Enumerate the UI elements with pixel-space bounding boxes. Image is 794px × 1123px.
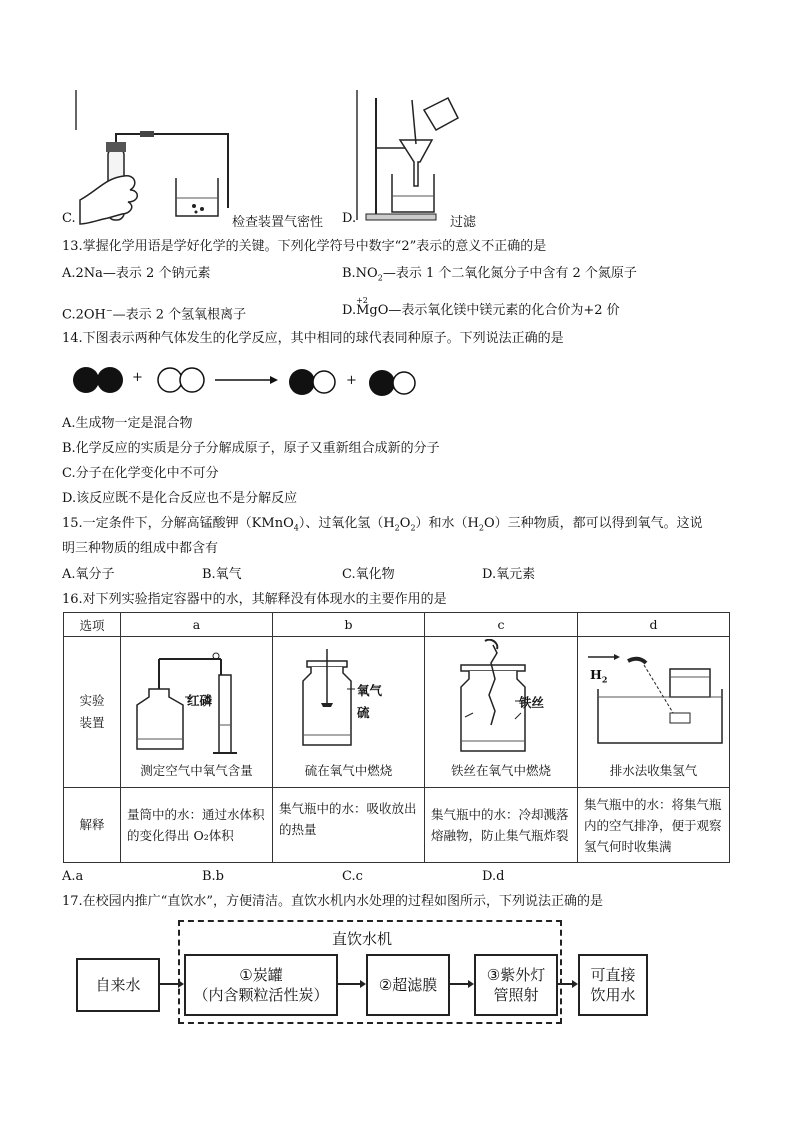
product1-atom1 [289,369,315,395]
explanation-d: 集气瓶中的水：将集气瓶内的空气排净，便于观察氢气何时收集满 [578,788,730,863]
q12-option-d-label: D. [342,211,357,226]
q12-option-c-label: C. [62,211,76,226]
header-c: c [425,613,578,637]
explanation-b: 集气瓶中的水：吸收放出的热量 [273,788,425,863]
q14-option-b: B.化学反应的实质是分子分解成原子，原子又重新组合成新的分子 [62,441,440,456]
product1-atom2 [313,371,335,393]
q15-option-c: C.氧化物 [342,567,395,582]
reactant2-atom2 [180,368,204,392]
q12-option-c-figure [68,90,258,225]
reactant1-atom2 [97,367,123,393]
q17-stem: 17.在校园内推广“直饮水”，方便清洁。直饮水机内水处理的过程如图所示，下列说法正确的是 [62,894,603,909]
q14-option-c: C.分子在化学变化中不可分 [62,466,219,481]
hydrogen-collection-figure [578,639,728,759]
caption-a: 测定空气中氧气含量 [140,763,253,778]
q13-option-d: D. +2 MgO—表示氧化镁中镁元素的化合价为+2 价 [342,296,620,318]
q16-option-b: B.b [202,869,225,884]
box-uv-lamp: ③紫外灯 管照射 [474,954,558,1016]
label-h2: $H_2$ [590,667,608,685]
reactant1-atom1 [73,367,99,393]
explanation-a: 量筒中的水：通过水体积的变化得出 O₂体积 [121,788,273,863]
q15-stem-line2: 明三种物质的组成中都含有 [62,541,219,556]
q15-option-b: B.氧气 [202,567,242,582]
caption-b: 硫在氧气中燃烧 [304,763,393,778]
label-sulfur: 硫 [357,705,370,720]
q13-option-c: C.2OH−—表示 2 个氢氧根离子 [62,306,247,323]
q13-stem: 13.掌握化学用语是学好化学的关键。下列化学符号中数字“2”表示的意义不正确的是 [62,239,547,254]
q13-option-b: $B.NO_2—$表示 1 个二氧化氮分子中含有 2 个氮原子 [342,266,637,283]
filtration-apparatus [352,90,462,225]
product2-atom2 [393,372,415,394]
header-option: 选项 [64,613,121,637]
q17-flow-diagram [70,918,720,1028]
iron-wire-combustion-figure [425,639,575,759]
machine-title: 直饮水机 [332,930,393,948]
product2-atom1 [369,370,395,396]
q12-option-d-text: 过滤 [450,215,477,230]
table-header-row [64,613,730,637]
sulfur-combustion-figure [273,639,423,759]
q15-option-d: D.氧元素 [482,567,536,582]
molecule-reaction-svg [70,362,430,402]
q16-option-a: A.a [62,869,84,884]
apparatus-d [578,637,730,788]
q14-option-d: D.该反应既不是化合反应也不是分解反应 [62,491,298,506]
table-explanation-row [64,788,730,863]
q16-option-d: D.d [482,869,505,884]
box-tap-water: 自来水 [76,958,160,1012]
apparatus-a [121,637,273,788]
q13-option-a: A.2Na—表示 2 个钠元素 [62,266,211,281]
airtightness-check-apparatus [68,90,258,225]
explanation-c: 集气瓶中的水：冷却溅落熔融物，防止集气瓶炸裂 [425,788,578,863]
q15-option-a: A.氧分子 [62,567,115,582]
q16-experiment-table [63,612,730,863]
q14-stem: 14.下图表示两种气体发生的化学反应，其中相同的球代表同种原子。下列说法正确的是 [62,331,564,346]
apparatus-row-label: 实验 装置 [64,637,121,788]
reactant2-atom1 [158,368,182,392]
caption-d: 排水法收集氢气 [609,763,698,778]
box-ultrafiltration: ②超滤膜 [366,954,450,1016]
q12-option-d-figure [352,90,462,225]
label-red-phosphorus: 红磷 [187,693,213,708]
q16-stem: 16.对下列实验指定容器中的水，其解释没有体现水的主要作用的是 [62,592,447,607]
header-b: b [273,613,425,637]
header-d: d [578,613,730,637]
label-oxygen: 氧气 [357,683,383,698]
q14-reaction-diagram [70,362,430,402]
caption-c: 铁丝在氧气中燃烧 [450,763,551,778]
apparatus-b [273,637,425,788]
label-iron-wire: 铁丝 [519,695,545,710]
q14-plus-sign-2: + [346,373,357,388]
q14-option-a: A.生成物一定是混合物 [62,416,193,431]
box-drinkable-water: 可直接 饮用水 [578,954,648,1016]
q12-option-c-text: 检查装置气密性 [232,215,324,230]
explanation-row-label: 解释 [64,788,121,863]
q16-option-c: C.c [342,869,363,884]
q15-stem-line1: 15.一定条件下，分解高锰酸钾（KMnO$_4$）、过氧化氢$(H_2O_2)$和水$(H_2O)$三种物质，都可以得到氧气。这说 [62,516,703,533]
table-apparatus-row [64,637,730,788]
flow-arrows [70,918,720,1028]
header-a: a [121,613,273,637]
apparatus-c [425,637,578,788]
q14-plus-sign-1: + [132,370,143,385]
box-carbon-tank: ①炭罐 （内含颗粒活性炭） [184,954,338,1016]
